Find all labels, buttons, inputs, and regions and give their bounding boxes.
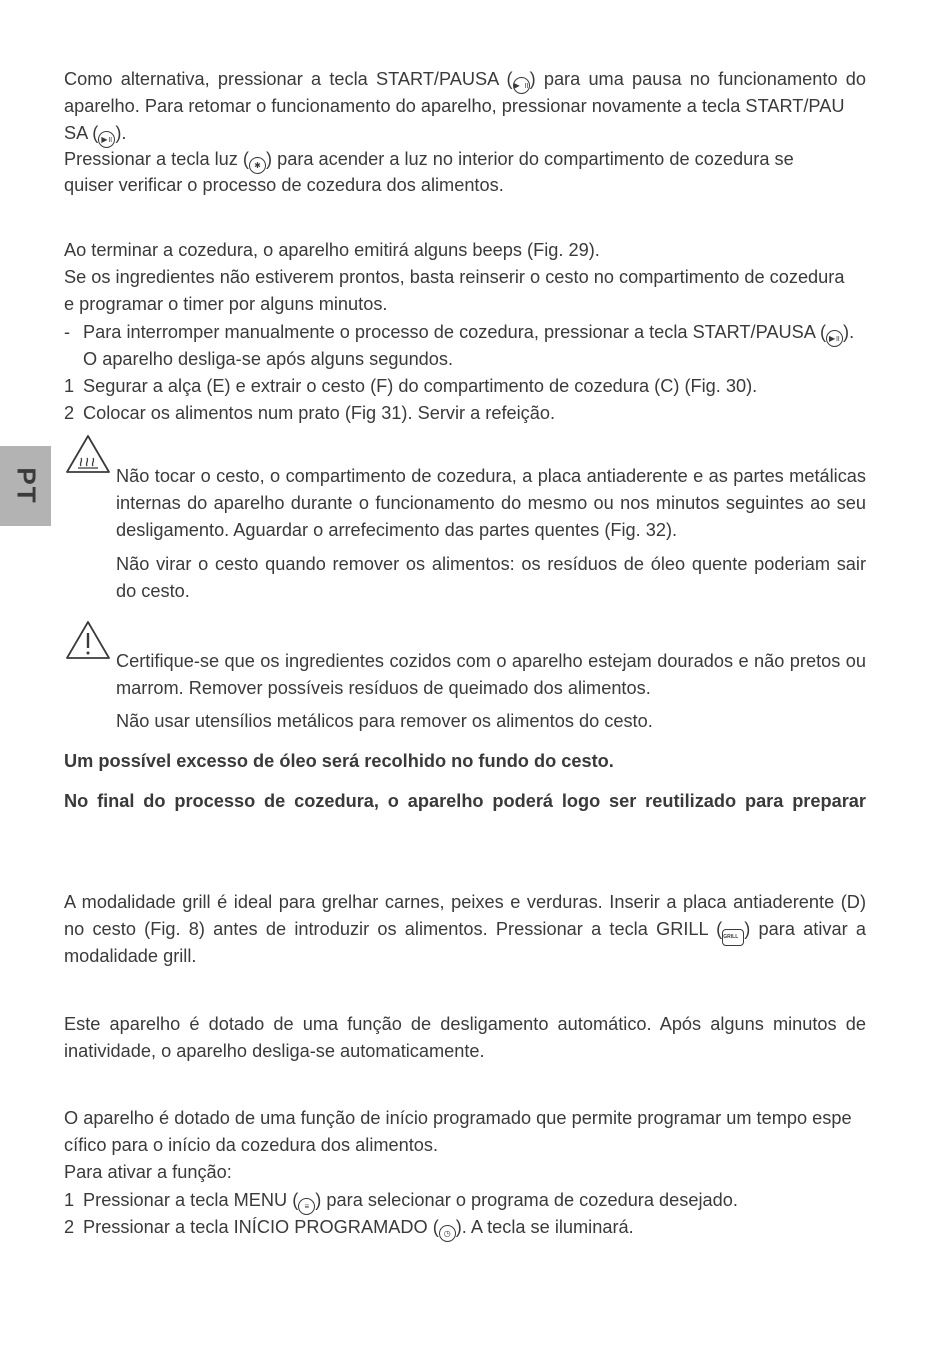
text: ). bbox=[115, 123, 127, 143]
p2-line1: Ao terminar a cozedura, o aparelho emitirá alguns beeps (Fig. 29). bbox=[64, 240, 600, 260]
grill-line3: modalidade grill. bbox=[64, 946, 197, 966]
grill-line1: A modalidade grill é ideal para grelhar carnes, peixes e verduras. Inserir a placa antiaderente (D) bbox=[64, 892, 866, 912]
w2-line1: Certifique-se que os ingredientes cozidos com o aparelho estejam dourados e não pretos ou bbox=[116, 651, 866, 671]
list-number: 2 bbox=[64, 1217, 75, 1237]
bold-note-2: No final do processo de cozedura, o aparelho poderá logo ser reutilizado para preparar bbox=[64, 791, 866, 811]
w1-line2: internas do aparelho durante o funcionamento do mesmo ou nos minutos seguintes ao seu bbox=[116, 493, 866, 513]
w1-line1: Não tocar o cesto, o compartimento de cozedura, a placa antiaderente e as partes metálicas bbox=[116, 466, 866, 486]
text: ). A tecla se iluminará. bbox=[455, 1217, 634, 1237]
w2-line3: Não usar utensílios metálicos para remover os alimentos do cesto. bbox=[116, 711, 653, 731]
text: no cesto (Fig. 8) antes de introduzir os alimentos. Pressionar a tecla GRILL ( bbox=[64, 919, 723, 939]
p1-line1 bbox=[64, 66, 866, 94]
p1-line2: aparelho. Para retomar o funcionamento do aparelho, pressionar novamente a tecla START/PAU bbox=[64, 96, 845, 116]
p2-line3: e programar o timer por alguns minutos. bbox=[64, 294, 388, 314]
text: Pressionar a tecla luz ( bbox=[64, 149, 249, 169]
light-bulb-icon: ✱ bbox=[249, 157, 266, 174]
w2-line2: marrom. Remover possíveis resíduos de queimado dos alimentos. bbox=[116, 678, 651, 698]
grill-icon: GRILL bbox=[722, 929, 744, 946]
w1-line5: do cesto. bbox=[116, 581, 190, 601]
play-pause-icon: ▶॥ bbox=[513, 77, 530, 94]
text: ) para uma pausa no funcionamento do bbox=[529, 69, 866, 89]
p2-line2: Se os ingredientes não estiverem prontos, basta reinserir o cesto no compartimento de cozedura bbox=[64, 267, 845, 287]
p1-line3 bbox=[64, 120, 127, 148]
delay-line3: Para ativar a função: bbox=[64, 1162, 232, 1182]
play-pause-icon: ▶॥ bbox=[826, 330, 843, 347]
p1-line4 bbox=[64, 146, 794, 174]
text: ). bbox=[843, 322, 855, 342]
delay-line2: cífico para o início da cozedura dos alimentos. bbox=[64, 1135, 439, 1155]
p2-line4 bbox=[83, 319, 854, 347]
language-tab-label: PT bbox=[11, 467, 41, 505]
menu-icon: ≡ bbox=[298, 1198, 315, 1215]
delay-line5 bbox=[83, 1214, 634, 1242]
list-number: 1 bbox=[64, 376, 75, 396]
text: ) para selecionar o programa de cozedura desejado. bbox=[315, 1190, 738, 1210]
auto-off-line1: Este aparelho é dotado de uma função de desligamento automático. Após alguns minutos de bbox=[64, 1014, 866, 1034]
grill-line2 bbox=[64, 916, 866, 946]
p2-line6: Segurar a alça (E) e extrair o cesto (F) do compartimento de cozedura (C) (Fig. 30). bbox=[83, 376, 758, 396]
auto-off-line2: inatividade, o aparelho desliga-se automaticamente. bbox=[64, 1041, 485, 1061]
text: Pressionar a tecla INÍCIO PROGRAMADO ( bbox=[83, 1217, 439, 1237]
play-pause-icon: ▶॥ bbox=[98, 131, 115, 148]
text: Para interromper manualmente o processo de cozedura, pressionar a tecla START/PAUSA ( bbox=[83, 322, 827, 342]
hot-surface-warning-icon bbox=[64, 433, 112, 475]
list-number: 1 bbox=[64, 1190, 75, 1210]
w1-line3: desligamento. Aguardar o arrefecimento das partes quentes (Fig. 32). bbox=[116, 520, 678, 540]
delayed-start-clock-icon: ◷ bbox=[439, 1225, 456, 1242]
warning-icon bbox=[64, 619, 112, 661]
p2-line5: O aparelho desliga-se após alguns segundos. bbox=[83, 349, 454, 369]
language-tab bbox=[0, 446, 51, 526]
w1-line4: Não virar o cesto quando remover os alimentos: os resíduos de óleo quente poderiam sair bbox=[116, 554, 866, 574]
text: ) para ativar a bbox=[744, 919, 866, 939]
bold-note-1: Um possível excesso de óleo será recolhido no fundo do cesto. bbox=[64, 751, 614, 771]
text: Pressionar a tecla MENU ( bbox=[83, 1190, 299, 1210]
text: ) para acender a luz no interior do compartimento de cozedura se bbox=[265, 149, 794, 169]
list-dash: - bbox=[64, 322, 71, 342]
list-number: 2 bbox=[64, 403, 75, 423]
p2-line7: Colocar os alimentos num prato (Fig 31). Servir a refeição. bbox=[83, 403, 556, 423]
delay-line1: O aparelho é dotado de uma função de início programado que permite programar um tempo espe bbox=[64, 1108, 852, 1128]
text: Como alternativa, pressionar a tecla START/PAUSA ( bbox=[64, 69, 513, 89]
text: SA ( bbox=[64, 123, 99, 143]
p1-line5: quiser verificar o processo de cozedura dos alimentos. bbox=[64, 175, 504, 195]
delay-line4 bbox=[83, 1187, 738, 1215]
